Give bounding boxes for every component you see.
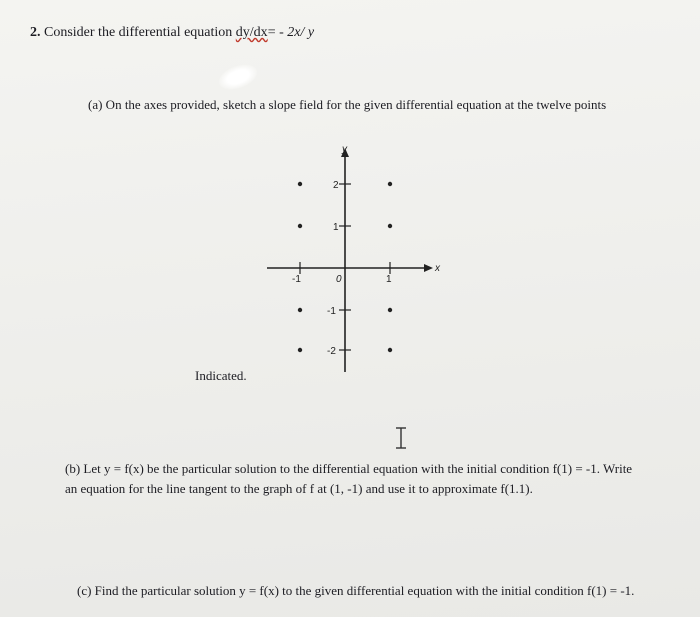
problem-statement	[30, 25, 314, 41]
part-b-line-2: an equation for the line tangent to the graph of f at (1, -1) and use it to approximate f(1.1).	[65, 481, 533, 496]
part-b-line-1: (b) Let y = f(x) be the particular solution to the differential equation with the initial condition f(1) = -1. Write	[65, 461, 633, 476]
derivative-term: dy/dx	[235, 25, 268, 40]
slope-field-point	[298, 182, 302, 186]
part-a-continuation: Indicated.	[195, 368, 247, 383]
y-tick-label: -2	[327, 346, 336, 357]
slope-field-point	[388, 348, 392, 352]
y-axis-label: y	[342, 144, 347, 155]
part-a-prompt: (a) On the axes provided, sketch a slope field for the given differential equation at the twelve points	[88, 97, 607, 112]
y-tick-label: 1	[333, 222, 339, 233]
text-cursor-icon	[394, 427, 408, 449]
problem-number: 2.	[30, 25, 41, 40]
slope-field-point	[388, 224, 392, 228]
y-tick-label: 2	[333, 180, 339, 191]
x-tick-label: 0	[336, 274, 342, 285]
x-tick-label: 1	[386, 274, 392, 285]
x-tick-label: -1	[292, 274, 301, 285]
slope-field-point	[388, 182, 392, 186]
equation-rhs: - 2x/ y	[279, 25, 315, 40]
slope-field-point	[298, 348, 302, 352]
problem-intro: Consider the differential equation	[44, 25, 233, 40]
x-axis-label: x	[435, 263, 440, 274]
y-tick-label: -1	[327, 306, 336, 317]
slope-field-point	[298, 224, 302, 228]
slope-field-axes	[255, 140, 445, 380]
part-c-prompt: (c) Find the particular solution y = f(x) to the given differential equation with the initial condition f(1) = -1.	[77, 583, 635, 598]
light-glare	[215, 60, 260, 94]
slope-field-point	[298, 308, 302, 312]
equals-sign: =	[267, 25, 276, 40]
slope-field-point	[388, 308, 392, 312]
x-axis-arrow	[424, 264, 433, 272]
